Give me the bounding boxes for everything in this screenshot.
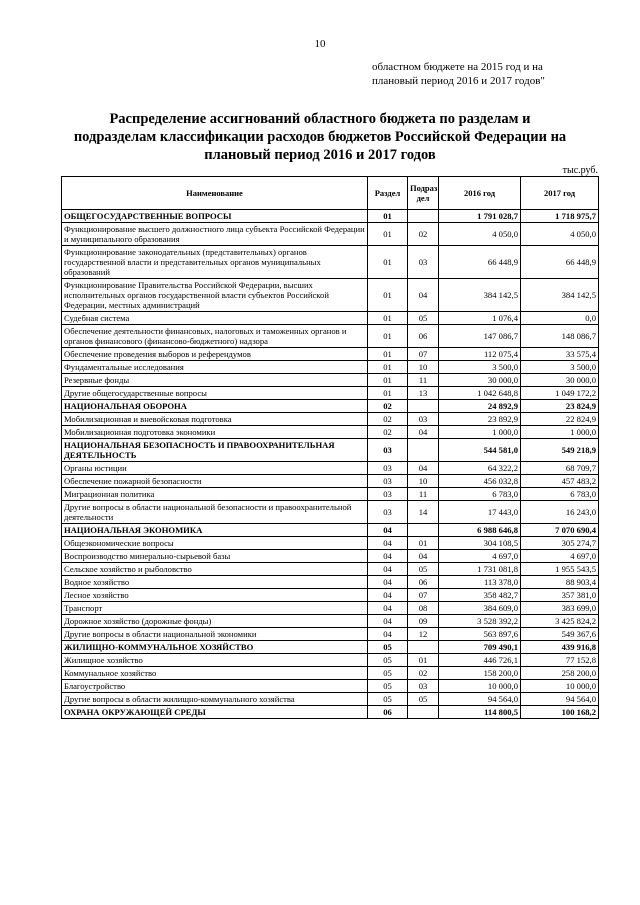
row-value-2017: 148 086,7 [521, 325, 599, 348]
row-value-2016: 114 800,5 [439, 706, 521, 719]
row-value-2017: 305 274,7 [521, 537, 599, 550]
row-name: Общеэкономические вопросы [62, 537, 368, 550]
row-value-2016: 3 528 392,2 [439, 615, 521, 628]
table-row [62, 400, 599, 413]
row-value-2016: 1 000,0 [439, 426, 521, 439]
row-value-2017: 68 709,7 [521, 462, 599, 475]
row-value-2016: 113 378,0 [439, 576, 521, 589]
table-row [62, 615, 599, 628]
row-value-2016: 456 032,8 [439, 475, 521, 488]
row-value-2017: 77 152,8 [521, 654, 599, 667]
row-subsection: 01 [408, 654, 439, 667]
row-value-2016: 4 697,0 [439, 550, 521, 563]
row-value-2017: 10 000,0 [521, 680, 599, 693]
row-name: ОБЩЕГОСУДАРСТВЕННЫЕ ВОПРОСЫ [62, 210, 368, 223]
header-note [372, 60, 622, 88]
row-value-2017: 0,0 [521, 312, 599, 325]
row-name: Миграционная политика [62, 488, 368, 501]
table-row [62, 537, 599, 550]
row-subsection: 04 [408, 550, 439, 563]
row-subsection: 10 [408, 361, 439, 374]
row-section: 05 [368, 667, 408, 680]
table-row [62, 348, 599, 361]
row-value-2017: 1 000,0 [521, 426, 599, 439]
row-value-2016: 358 482,7 [439, 589, 521, 602]
page-number: 10 [314, 38, 326, 50]
header-name: Наименование [62, 177, 368, 210]
row-name: Сельское хозяйство и рыболовство [62, 563, 368, 576]
row-subsection [408, 706, 439, 719]
row-name: Обеспечение пожарной безопасности [62, 475, 368, 488]
table-row [62, 706, 599, 719]
row-subsection: 06 [408, 325, 439, 348]
table-row [62, 602, 599, 615]
row-value-2016: 94 564,0 [439, 693, 521, 706]
row-value-2017: 23 824,9 [521, 400, 599, 413]
row-name: Другие вопросы в области национальной экономики [62, 628, 368, 641]
row-name: НАЦИОНАЛЬНАЯ ОБОРОНА [62, 400, 368, 413]
row-value-2016: 17 443,0 [439, 501, 521, 524]
table-row [62, 576, 599, 589]
table-row [62, 654, 599, 667]
row-value-2016: 158 200,0 [439, 667, 521, 680]
row-section: 02 [368, 413, 408, 426]
row-section: 04 [368, 602, 408, 615]
row-subsection: 01 [408, 537, 439, 550]
row-name: Функционирование Правительства Российской Федерации, высших исполнительных органов государственной власти субъектов Российской Федерации, местных администраций [62, 279, 368, 312]
row-name: Коммунальное хозяйство [62, 667, 368, 680]
row-value-2017: 383 699,0 [521, 602, 599, 615]
row-name: Другие общегосударственные вопросы [62, 387, 368, 400]
table-row [62, 524, 599, 537]
row-section: 01 [368, 348, 408, 361]
table-row [62, 693, 599, 706]
row-section: 05 [368, 641, 408, 654]
row-section: 04 [368, 537, 408, 550]
row-name: Фундаментальные исследования [62, 361, 368, 374]
row-name: НАЦИОНАЛЬНАЯ БЕЗОПАСНОСТЬ И ПРАВООХРАНИТЕЛЬНАЯ ДЕЯТЕЛЬНОСТЬ [62, 439, 368, 462]
row-value-2016: 384 142,5 [439, 279, 521, 312]
row-subsection: 03 [408, 246, 439, 279]
row-value-2016: 304 108,5 [439, 537, 521, 550]
row-value-2016: 1 731 081,8 [439, 563, 521, 576]
row-name: ЖИЛИЩНО-КОММУНАЛЬНОЕ ХОЗЯЙСТВО [62, 641, 368, 654]
title-line: подразделам классификации расходов бюджетов Российской Федерации на [73, 129, 567, 145]
header-section: Раздел [368, 177, 408, 210]
unit-label: тыс.руб. [562, 165, 598, 176]
row-value-2016: 24 892,9 [439, 400, 521, 413]
row-value-2017: 258 200,0 [521, 667, 599, 680]
row-subsection: 09 [408, 615, 439, 628]
row-subsection: 13 [408, 387, 439, 400]
row-section: 02 [368, 400, 408, 413]
row-value-2016: 1 791 028,7 [439, 210, 521, 223]
row-value-2016: 30 000,0 [439, 374, 521, 387]
row-section: 01 [368, 312, 408, 325]
row-subsection: 04 [408, 279, 439, 312]
header-2017: 2017 год [521, 177, 599, 210]
row-subsection [408, 210, 439, 223]
row-value-2016: 384 609,0 [439, 602, 521, 615]
row-value-2017: 357 381,0 [521, 589, 599, 602]
row-name: Дорожное хозяйство (дорожные фонды) [62, 615, 368, 628]
row-subsection: 10 [408, 475, 439, 488]
table-row [62, 550, 599, 563]
row-value-2016: 3 500,0 [439, 361, 521, 374]
title-line: Распределение ассигнований областного бюджета по разделам и [109, 111, 531, 127]
row-section: 04 [368, 550, 408, 563]
row-value-2017: 100 168,2 [521, 706, 599, 719]
table-row [62, 374, 599, 387]
row-value-2016: 4 050,0 [439, 223, 521, 246]
row-name: Обеспечение проведения выборов и референдумов [62, 348, 368, 361]
table-row [62, 223, 599, 246]
row-value-2017: 1 049 172,2 [521, 387, 599, 400]
table-row [62, 501, 599, 524]
row-value-2017: 3 425 824,2 [521, 615, 599, 628]
row-name: Лесное хозяйство [62, 589, 368, 602]
table-row [62, 667, 599, 680]
table-row [62, 387, 599, 400]
row-name: Благоустройство [62, 680, 368, 693]
row-value-2017: 549 218,9 [521, 439, 599, 462]
row-value-2017: 16 243,0 [521, 501, 599, 524]
row-subsection: 11 [408, 488, 439, 501]
row-value-2016: 709 490,1 [439, 641, 521, 654]
row-section: 03 [368, 462, 408, 475]
table-row [62, 488, 599, 501]
row-value-2017: 1 718 975,7 [521, 210, 599, 223]
budget-table [61, 176, 599, 719]
row-value-2016: 544 581,0 [439, 439, 521, 462]
row-value-2017: 549 367,6 [521, 628, 599, 641]
table-row [62, 210, 599, 223]
row-section: 04 [368, 589, 408, 602]
table-row [62, 325, 599, 348]
row-value-2016: 10 000,0 [439, 680, 521, 693]
table-row [62, 462, 599, 475]
row-value-2016: 23 892,9 [439, 413, 521, 426]
row-name: Обеспечение деятельности финансовых, налоговых и таможенных органов и органов финансового (финансово-бюджетного) надзора [62, 325, 368, 348]
row-subsection: 11 [408, 374, 439, 387]
row-subsection: 08 [408, 602, 439, 615]
table-row [62, 246, 599, 279]
row-value-2017: 384 142,5 [521, 279, 599, 312]
row-section: 04 [368, 615, 408, 628]
row-section: 06 [368, 706, 408, 719]
row-value-2017: 33 575,4 [521, 348, 599, 361]
row-value-2016: 446 726,1 [439, 654, 521, 667]
row-name: Органы юстиции [62, 462, 368, 475]
table-row [62, 628, 599, 641]
row-value-2016: 66 448,9 [439, 246, 521, 279]
row-section: 04 [368, 628, 408, 641]
row-value-2017: 1 955 543,5 [521, 563, 599, 576]
row-name: Воспроизводство минерально-сырьевой базы [62, 550, 368, 563]
table-row [62, 589, 599, 602]
row-section: 01 [368, 246, 408, 279]
row-value-2016: 1 076,4 [439, 312, 521, 325]
row-value-2017: 6 783,0 [521, 488, 599, 501]
row-value-2016: 112 075,4 [439, 348, 521, 361]
row-section: 03 [368, 475, 408, 488]
row-section: 04 [368, 576, 408, 589]
table-row [62, 312, 599, 325]
row-value-2016: 563 897,6 [439, 628, 521, 641]
table-row [62, 426, 599, 439]
table-row [62, 563, 599, 576]
table-row [62, 641, 599, 654]
row-value-2016: 6 988 646,8 [439, 524, 521, 537]
row-section: 01 [368, 325, 408, 348]
row-value-2017: 66 448,9 [521, 246, 599, 279]
table-row [62, 475, 599, 488]
row-subsection: 02 [408, 667, 439, 680]
row-section: 01 [368, 210, 408, 223]
row-name: Жилищное хозяйство [62, 654, 368, 667]
row-value-2017: 88 903,4 [521, 576, 599, 589]
row-subsection [408, 400, 439, 413]
row-value-2017: 439 916,8 [521, 641, 599, 654]
row-name: Мобилизационная и вневойсковая подготовка [62, 413, 368, 426]
table-row [62, 680, 599, 693]
row-subsection: 05 [408, 312, 439, 325]
header-note-line: плановый период 2016 и 2017 годов" [372, 75, 545, 87]
row-name: Судебная система [62, 312, 368, 325]
row-name: Транспорт [62, 602, 368, 615]
row-subsection: 12 [408, 628, 439, 641]
row-subsection [408, 524, 439, 537]
row-section: 03 [368, 488, 408, 501]
row-name: НАЦИОНАЛЬНАЯ ЭКОНОМИКА [62, 524, 368, 537]
header-subsection: Подраз дел [408, 177, 439, 210]
table-row [62, 413, 599, 426]
row-name: Другие вопросы в области жилищно-коммунального хозяйства [62, 693, 368, 706]
row-name: Резервные фонды [62, 374, 368, 387]
row-name: Водное хозяйство [62, 576, 368, 589]
row-subsection: 05 [408, 563, 439, 576]
row-subsection: 07 [408, 589, 439, 602]
document-title [40, 110, 600, 164]
row-name: Функционирование высшего должностного лица субъекта Российской Федерации и муниципального образования [62, 223, 368, 246]
row-name: Мобилизационная подготовка экономики [62, 426, 368, 439]
row-subsection: 06 [408, 576, 439, 589]
header-2016: 2016 год [439, 177, 521, 210]
row-value-2017: 3 500,0 [521, 361, 599, 374]
row-subsection: 04 [408, 462, 439, 475]
row-value-2016: 6 783,0 [439, 488, 521, 501]
row-value-2016: 64 322,2 [439, 462, 521, 475]
row-section: 05 [368, 654, 408, 667]
row-value-2017: 30 000,0 [521, 374, 599, 387]
row-value-2017: 7 070 690,4 [521, 524, 599, 537]
row-subsection: 05 [408, 693, 439, 706]
table-row [62, 361, 599, 374]
title-line: плановый период 2016 и 2017 годов [204, 147, 436, 163]
row-section: 01 [368, 361, 408, 374]
row-subsection [408, 641, 439, 654]
row-subsection: 03 [408, 680, 439, 693]
row-subsection: 04 [408, 426, 439, 439]
row-section: 05 [368, 693, 408, 706]
row-value-2016: 1 042 648,8 [439, 387, 521, 400]
row-value-2017: 4 050,0 [521, 223, 599, 246]
row-value-2017: 22 824,9 [521, 413, 599, 426]
row-subsection: 03 [408, 413, 439, 426]
row-section: 01 [368, 374, 408, 387]
table-row [62, 439, 599, 462]
row-section: 04 [368, 563, 408, 576]
row-section: 04 [368, 524, 408, 537]
row-section: 01 [368, 387, 408, 400]
row-subsection: 07 [408, 348, 439, 361]
table-header-row [62, 177, 599, 210]
row-subsection: 02 [408, 223, 439, 246]
row-value-2016: 147 086,7 [439, 325, 521, 348]
table-row [62, 279, 599, 312]
row-section: 03 [368, 439, 408, 462]
row-value-2017: 94 564,0 [521, 693, 599, 706]
row-section: 01 [368, 279, 408, 312]
row-name: Функционирование законодательных (представительных) органов государственной власти и представительных органов муниципальных образований [62, 246, 368, 279]
row-value-2017: 4 697,0 [521, 550, 599, 563]
row-name: Другие вопросы в области национальной безопасности и правоохранительной деятельности [62, 501, 368, 524]
row-subsection: 14 [408, 501, 439, 524]
row-section: 02 [368, 426, 408, 439]
header-note-line: областном бюджете на 2015 год и на [372, 61, 543, 73]
row-section: 05 [368, 680, 408, 693]
row-section: 01 [368, 223, 408, 246]
row-name: ОХРАНА ОКРУЖАЮЩЕЙ СРЕДЫ [62, 706, 368, 719]
row-subsection [408, 439, 439, 462]
row-value-2017: 457 483,2 [521, 475, 599, 488]
row-section: 03 [368, 501, 408, 524]
